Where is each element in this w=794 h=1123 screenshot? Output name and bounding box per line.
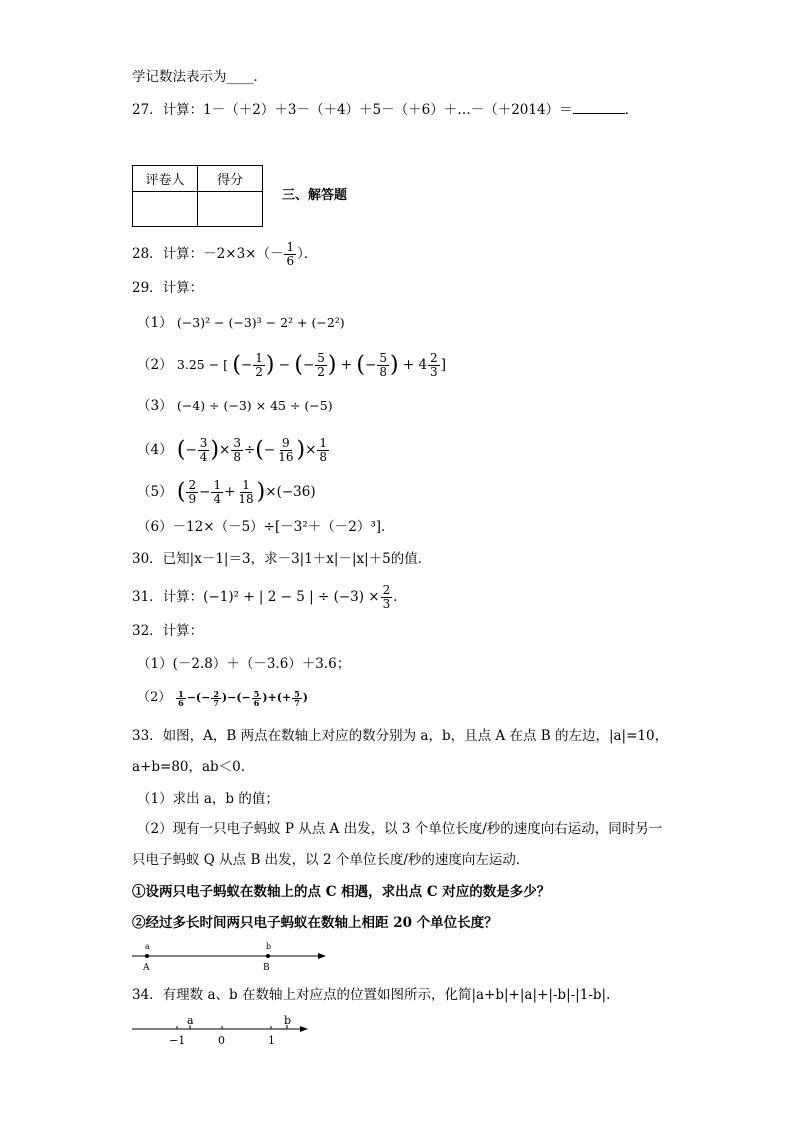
question-31-end: ． [393, 589, 407, 605]
label-b: b [284, 1014, 292, 1027]
section-title: 三、解答题 [282, 188, 348, 203]
question-33-line-1: 33．如图，A，B 两点在数轴上对应的数分别为 a，b，且点 A 在点 B 的左边，|a|=10， [132, 728, 669, 744]
question-28-text: 28．计算：－2×3×（－ [132, 246, 284, 262]
label-B: B [263, 963, 270, 973]
fraction: $\frac{1}{2}$ [255, 351, 263, 379]
question-31-text: 31．计算：(−1)² + | 2 − 5 | ÷ (−3) × [132, 589, 380, 605]
question-29-4: （4） (− $\frac{3}{4}$ )× $\frac{3}{8}$ ÷(− $\frac{9}{16}$ )× $\frac{1}{8}$ [137, 436, 328, 464]
item-label: （3） [137, 398, 173, 414]
fraction: $\frac{5}{8}$ [379, 351, 387, 379]
denominator: 6 [286, 254, 295, 268]
question-31 [132, 584, 407, 611]
label-a: a [145, 942, 150, 951]
denominator: 3 [382, 597, 391, 611]
item-label: （2） [137, 690, 172, 705]
question-27-text: 27．计算：1－（＋2）＋3－（＋4）＋5－（＋6）＋…－（＋2014）＝ [132, 102, 573, 118]
grading-table [132, 165, 263, 227]
numerator: 2 [382, 583, 391, 597]
arrow-head [318, 953, 326, 959]
label-a: a [187, 1014, 194, 1027]
question-29-1 [137, 313, 345, 333]
answer-blank [573, 99, 625, 114]
question-29-6: （6）－12×（－5）÷[－3²＋（－2）³]． [137, 519, 395, 535]
question-27-end: ． [624, 102, 639, 118]
tick-label-1: 1 [268, 1034, 275, 1047]
question-33-sub-2: ②经过多长时间两只电子蚂蚁在数轴上相距 20 个单位长度？ [132, 915, 498, 931]
grader-cell [133, 192, 198, 227]
point-b [266, 954, 270, 958]
question-28-end: ）． [297, 246, 318, 262]
number-line-figure-1 [130, 938, 330, 974]
expression-prefix: 3.25 − [ [176, 357, 229, 372]
question-33-part-2-line-1: （2）现有一只电子蚂蚁 P 从点 A 出发，以 3 个单位长度/秒的速度向右运动，同时另一 [137, 821, 663, 837]
question-34: 34．有理数 a、b 在数轴上对应点的位置如图所示，化简|a+b|+|a|+|-b|-|1-b|. [132, 987, 611, 1003]
label-b: b [266, 942, 272, 951]
line-scientific-notation: 学记数法表示为____． [132, 69, 267, 85]
tick-label-neg1: −1 [169, 1034, 186, 1047]
question-33-part-1: （1）求出 a，b 的值； [137, 791, 279, 807]
question-33-sub-1: ①设两只电子蚂蚁在数轴上的点 C 相遇，求出点 C 对应的数是多少？ [132, 884, 551, 900]
question-28 [132, 241, 317, 268]
question-33-line-2: a+b=80，ab＜0． [132, 759, 255, 775]
item-label: （5） [137, 484, 173, 500]
question-32: 32．计算： [132, 623, 204, 639]
point-a [145, 954, 149, 958]
expression: (−3)² − (−3)³ − 2² + (−2²) [176, 315, 345, 330]
fraction [284, 241, 296, 268]
fraction: $\frac{2}{3}$ [430, 351, 438, 379]
label-A: A [143, 963, 150, 973]
question-29-3 [137, 396, 333, 416]
grader-header: 评卷人 [133, 166, 198, 192]
question-32-1: （1）(－2.8）＋（－3.6）＋3.6； [137, 656, 351, 672]
question-29: 29．计算： [132, 280, 204, 296]
score-header: 得分 [198, 166, 263, 192]
question-29-5: （5） ( $\frac{2}{9}$ − $\frac{1}{4}$ + $\frac{1}{18}$ )×(−36) [137, 478, 316, 506]
question-29-2: （2） 3.25 − [ (− $\frac{1}{2}$ ) − (− $\frac{5}{2}$ ) + (− $\frac{5}{8}$ ) + 4 $\frac{2}{3}$ ] [137, 351, 446, 379]
fraction [381, 584, 393, 611]
score-cell [198, 192, 263, 227]
expression: (−4) ÷ (−3) × 45 ÷ (−5) [176, 398, 333, 413]
question-33-part-2-line-2: 只电子蚂蚁 Q 从点 B 出发，以 2 个单位长度/秒的速度向左运动． [132, 852, 530, 868]
tick-label-0: 0 [218, 1034, 225, 1047]
item-label: （4） [137, 442, 173, 458]
question-32-2: （2） $\frac{1}{6}$ −(− $\frac{2}{7}$ )−(− $\frac{5}{6}$ )+(+ $\frac{5}{7}$ ) [137, 688, 308, 708]
number-line-figure-2 [130, 1012, 315, 1048]
question-27 [132, 99, 638, 120]
fraction: $\frac{5}{2}$ [317, 351, 325, 379]
item-label: （1） [137, 315, 173, 331]
item-label: （2） [137, 357, 173, 373]
question-30: 30．已知|x－1|＝3，求－3|1＋x|－|x|＋5的值． [132, 551, 432, 567]
numerator: 1 [286, 240, 295, 254]
arrow-head [300, 1026, 308, 1032]
